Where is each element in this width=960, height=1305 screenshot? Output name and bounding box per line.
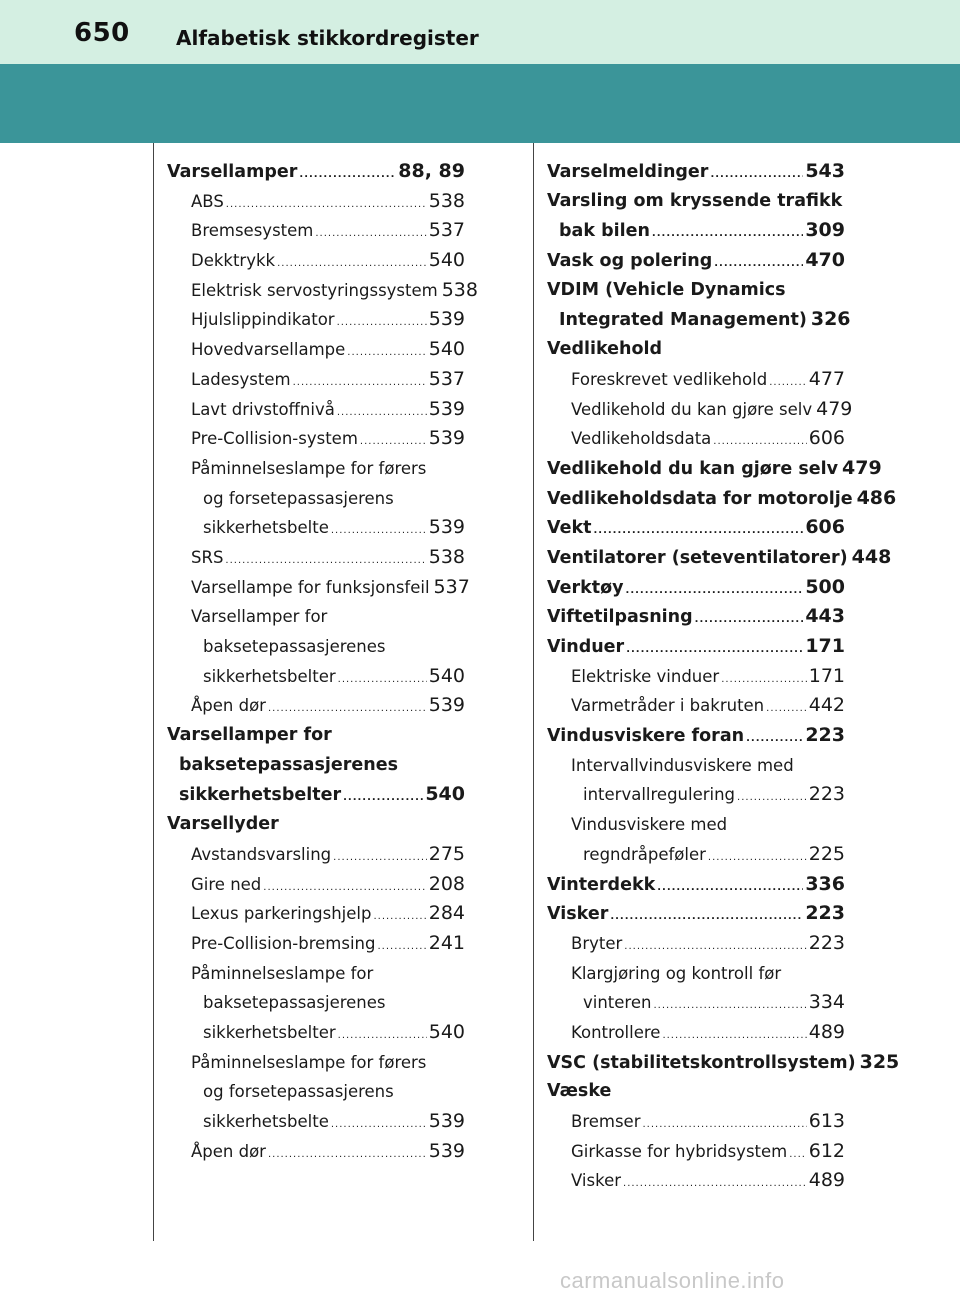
index-entry [547, 395, 853, 425]
index-entry [167, 602, 465, 632]
index-entry [167, 929, 465, 959]
index-entry-term: Vedlikeholdsdata [571, 429, 712, 449]
index-entry-page: 606 [805, 516, 845, 539]
index-entry [547, 840, 845, 870]
index-entry-term: Bryter [571, 933, 623, 953]
index-entry-term: sikkerhetsbelte [203, 518, 329, 538]
index-entry [167, 484, 465, 514]
index-entry-term: og forsetepassasjerens [203, 1082, 394, 1102]
index-entry [547, 1018, 845, 1048]
index-entry-page: 538 [428, 189, 465, 212]
index-entry-term: Varsellampe for funksjonsfeil [191, 577, 430, 597]
index-entry [167, 721, 465, 751]
index-entry [167, 1018, 465, 1048]
index-entry [547, 157, 845, 187]
index-entry-term: sikkerhetsbelter [179, 785, 342, 806]
index-entry [547, 870, 845, 900]
index-entry-page: 543 [805, 160, 845, 182]
index-entry-term: Åpen dør [191, 696, 266, 716]
index-entry [167, 632, 465, 662]
index-entry-term: sikkerhetsbelter [203, 1022, 336, 1042]
index-entry [167, 1077, 465, 1107]
index-entry-term: Vindusviskere foran [547, 726, 745, 747]
index-entry-term: Bremsesystem [191, 221, 314, 241]
dot-leader [653, 991, 806, 1021]
index-entry-page: 88, 89 [398, 160, 465, 182]
index-entry [167, 365, 465, 395]
index-entry-page: 540 [428, 1020, 465, 1043]
index-entry [547, 662, 845, 692]
index-entry-term: Vedlikehold du kan gjøre selv [547, 458, 839, 479]
index-entry-page: 539 [428, 694, 465, 717]
index-entry-page: 537 [428, 219, 465, 242]
index-entry-page: 309 [805, 219, 845, 242]
dot-leader [623, 1169, 807, 1199]
index-entry [547, 305, 851, 335]
index-entry-term: Varsellyder [167, 814, 279, 835]
index-entry-term: Ladesystem [191, 369, 291, 389]
index-entry-page: 540 [428, 664, 465, 687]
index-entry [167, 1137, 465, 1167]
index-entry-term: Varsellamper [167, 162, 298, 182]
index-entry-term: Varmetråder i bakruten [571, 696, 765, 716]
index-entry-page: 479 [842, 456, 882, 479]
index-entry [167, 780, 465, 810]
index-entry-term: Viftetilpasning [547, 607, 693, 628]
index-entry-term: Gire ned [191, 874, 262, 894]
dot-leader [338, 665, 427, 695]
dot-leader [360, 427, 427, 457]
index-entry-term: Vindusviskere med [571, 815, 728, 835]
index-entry-term: Hjulslippindikator [191, 310, 335, 330]
index-entry [547, 543, 892, 573]
index-entry [167, 810, 465, 840]
index-entry-term: Pre-Collision-bremsing [191, 933, 376, 953]
index-entry-page: 326 [810, 308, 851, 331]
index-entry-term: og forsetepassasjerens [203, 488, 394, 508]
right-index-column [547, 157, 900, 1196]
index-entry-page: 223 [805, 902, 845, 925]
index-entry-page: 537 [428, 367, 465, 390]
index-entry [547, 899, 845, 929]
index-entry-term: Vinduer [547, 637, 625, 657]
dot-leader [593, 516, 803, 546]
index-entry-term: baksetepassasjerenes [203, 993, 386, 1013]
index-entry [547, 691, 845, 721]
index-entry-page: 540 [425, 783, 465, 806]
index-entry-term: Elektriske vinduer [571, 666, 720, 686]
dot-leader [226, 190, 427, 220]
dot-leader [710, 160, 803, 190]
header-banner [0, 64, 960, 143]
left-index-column [167, 157, 478, 1166]
dot-leader [377, 932, 426, 962]
index-entry-term: Intervallvindusviskere med [571, 755, 794, 775]
index-entry [167, 751, 465, 781]
index-entry-page: 489 [808, 1169, 845, 1192]
index-entry-page: 539 [428, 516, 465, 539]
index-entry [167, 1048, 465, 1078]
dot-leader [721, 665, 807, 695]
index-entry [167, 305, 465, 335]
index-entry-term: Vask og polering [547, 251, 713, 272]
dot-leader [337, 308, 427, 338]
index-entry-page: 223 [808, 783, 845, 806]
index-entry [167, 454, 465, 484]
index-entry-page: 284 [428, 902, 465, 925]
index-entry-term: Kontrollere [571, 1022, 661, 1042]
index-entry [547, 1048, 900, 1078]
index-entry-term: Påminnelseslampe for førers [191, 1052, 427, 1072]
index-entry-term: Pre-Collision-system [191, 429, 358, 449]
index-entry [547, 1077, 845, 1107]
index-entry-page: 241 [428, 931, 465, 954]
index-entry-term: VSC (stabilitetskontrollsystem) [547, 1052, 856, 1073]
index-entry-page: 537 [433, 575, 470, 598]
index-entry-term: intervallregulering [583, 785, 736, 805]
index-entry-term: Vedlikehold [547, 339, 663, 360]
dot-leader [610, 902, 803, 932]
index-entry-page: 540 [428, 338, 465, 361]
header-bar [0, 0, 960, 64]
dot-leader [789, 1140, 806, 1170]
index-entry-page: 208 [428, 872, 465, 895]
center-column-divider [533, 143, 534, 1241]
dot-leader [277, 249, 427, 279]
index-entry-term: bak bilen [559, 221, 650, 242]
index-entry [547, 365, 845, 395]
index-entry-page: 539 [428, 397, 465, 420]
index-entry-page: 500 [805, 575, 845, 598]
index-entry [547, 780, 845, 810]
index-entry [547, 513, 845, 543]
dot-leader [662, 1021, 806, 1051]
index-entry [547, 1166, 845, 1196]
index-entry-term: baksetepassasjerenes [179, 754, 398, 775]
dot-leader [714, 249, 803, 279]
index-entry-term: baksetepassasjerenes [203, 637, 386, 656]
index-entry-term: Elektrisk servostyringssystem [191, 280, 438, 300]
index-entry-page: 612 [808, 1139, 845, 1162]
index-entry-term: Lexus parkeringshjelp [191, 904, 372, 924]
index-entry-page: 336 [805, 872, 845, 895]
index-entry-page: 477 [808, 367, 845, 390]
dot-leader [331, 516, 427, 546]
index-entry-term: Væske [547, 1081, 612, 1102]
dot-leader [338, 1021, 427, 1051]
index-entry [547, 721, 845, 751]
dot-leader [333, 843, 427, 873]
index-entry [547, 335, 845, 365]
index-entry-term: VDIM (Vehicle Dynamics [547, 279, 786, 300]
index-entry-term: Vekt [547, 518, 592, 539]
dot-leader [315, 219, 426, 249]
dot-leader [337, 398, 427, 428]
dot-leader [657, 873, 803, 903]
index-entry [167, 187, 465, 217]
index-entry-term: Vinterdekk [547, 874, 656, 895]
index-entry [167, 395, 465, 425]
index-entry [547, 573, 845, 603]
index-entry [547, 632, 845, 662]
index-entry-term: Varsellamper for [191, 607, 328, 627]
index-entry-term: Påminnelseslampe for [191, 963, 374, 983]
index-entry-page: 486 [856, 486, 897, 509]
index-entry [547, 454, 882, 484]
index-entry [167, 246, 465, 276]
index-entry-page: 489 [808, 1020, 845, 1043]
index-entry-term: vinteren [583, 993, 652, 1013]
index-entry-page: 539 [428, 308, 465, 331]
index-entry [547, 929, 845, 959]
index-entry-term: Verktøy [547, 577, 624, 598]
index-entry-term: Hovedvarsellampe [191, 340, 346, 360]
index-entry [167, 276, 478, 306]
index-entry [547, 246, 845, 276]
index-entry-page: 171 [808, 664, 845, 687]
index-entry [547, 187, 845, 217]
index-entry [167, 216, 465, 246]
index-entry [547, 602, 845, 632]
index-entry [167, 1107, 465, 1137]
index-entry [167, 899, 465, 929]
dot-leader [652, 219, 803, 249]
index-entry-page: 613 [808, 1110, 845, 1132]
dot-leader [643, 1110, 807, 1140]
index-entry-term: SRS [191, 547, 224, 567]
index-entry [167, 335, 465, 365]
index-entry-page: 325 [859, 1050, 900, 1073]
index-entry [167, 988, 465, 1018]
dot-leader [626, 635, 803, 665]
index-entry [547, 988, 845, 1018]
index-entry-term: Dekktrykk [191, 251, 276, 271]
index-entry-page: 539 [428, 1110, 465, 1132]
left-column-divider [153, 143, 154, 1241]
index-entry-term: Visker [547, 904, 609, 925]
index-entry-term: Integrated Management) [559, 310, 807, 331]
dot-leader [293, 368, 427, 398]
index-entry-term: Vedlikeholdsdata for motorolje [547, 488, 853, 509]
index-entry [167, 870, 465, 900]
watermark: carmanualsonline.info [560, 1268, 785, 1293]
index-entry-term: Vedlikehold du kan gjøre selv [571, 399, 813, 419]
index-entry-term: Girkasse for hybridsystem [571, 1141, 788, 1161]
index-entry [547, 959, 845, 989]
page-number: 650 [74, 18, 130, 48]
index-entry [167, 424, 465, 454]
index-entry-term: Avstandsvarsling [191, 844, 332, 864]
dot-leader [347, 338, 426, 368]
section-title: Alfabetisk stikkordregister [176, 26, 479, 50]
index-entry [167, 543, 465, 573]
index-entry-page: 470 [805, 249, 845, 272]
dot-leader [268, 1140, 427, 1170]
index-entry-term: Varsellamper for [167, 725, 332, 746]
index-entry-page: 443 [805, 605, 845, 628]
index-entry-page: 479 [816, 397, 853, 420]
index-entry-page: 540 [428, 249, 465, 272]
dot-leader [624, 932, 806, 962]
index-entry [547, 424, 845, 454]
index-entry-page: 275 [428, 842, 465, 865]
dot-leader [708, 843, 807, 873]
dot-leader [769, 368, 807, 398]
index-entry-page: 448 [851, 545, 892, 568]
index-entry [547, 1107, 845, 1137]
dot-leader [626, 576, 804, 606]
index-entry-term: sikkerhetsbelte [203, 1112, 329, 1131]
index-entry-term: sikkerhetsbelter [203, 666, 336, 686]
dot-leader [373, 902, 426, 932]
index-entry-page: 539 [428, 427, 465, 450]
index-entry [167, 573, 470, 603]
index-entry [167, 691, 465, 721]
index-entry-term: Visker [571, 1171, 622, 1191]
index-entry [547, 810, 845, 840]
index-entry [167, 662, 465, 692]
index-entry-page: 225 [808, 842, 845, 865]
index-entry-term: Foreskrevet vedlikehold [571, 369, 768, 389]
dot-leader [746, 724, 803, 754]
dot-leader [331, 1110, 427, 1140]
index-entry-term: ABS [191, 191, 224, 211]
index-entry [547, 276, 845, 306]
dot-leader [343, 783, 423, 813]
index-entry-term: Varselmeldinger [547, 162, 709, 182]
index-entry [547, 1137, 845, 1167]
dot-leader [263, 873, 426, 903]
index-entry-term: Klargjøring og kontroll før [571, 963, 782, 983]
dot-leader [299, 160, 396, 190]
index-entry-page: 538 [428, 545, 465, 568]
index-entry-page: 334 [808, 991, 845, 1014]
index-entry [167, 840, 465, 870]
index-entry [167, 959, 465, 989]
index-entry-term: Åpen dør [191, 1141, 266, 1161]
index-entry [547, 216, 845, 246]
index-entry-term: Påminnelseslampe for førers [191, 458, 427, 478]
index-entry [547, 751, 845, 781]
dot-leader [766, 694, 807, 724]
index-entry-term: Ventilatorer (seteventilatorer) [547, 547, 848, 568]
index-entry-page: 442 [808, 694, 845, 717]
index-entry-page: 606 [808, 427, 845, 450]
index-entry-page: 171 [805, 635, 845, 657]
dot-leader [695, 605, 804, 635]
dot-leader [268, 694, 427, 724]
index-entry [167, 157, 465, 187]
index-entry-term: Varsling om kryssende trafikk [547, 190, 843, 211]
index-entry-page: 538 [441, 278, 478, 301]
index-entry [167, 513, 465, 543]
dot-leader [737, 783, 807, 813]
index-entry-term: Bremser [571, 1112, 641, 1131]
dot-leader [225, 546, 426, 576]
index-entry-page: 223 [808, 931, 845, 954]
index-entry-term: regndråpeføler [583, 844, 706, 864]
index-entry-page: 539 [428, 1139, 465, 1162]
index-entry [547, 484, 897, 514]
dot-leader [713, 427, 806, 457]
index-entry-page: 223 [805, 724, 845, 747]
index-entry-term: Lavt drivstoffnivå [191, 399, 335, 419]
